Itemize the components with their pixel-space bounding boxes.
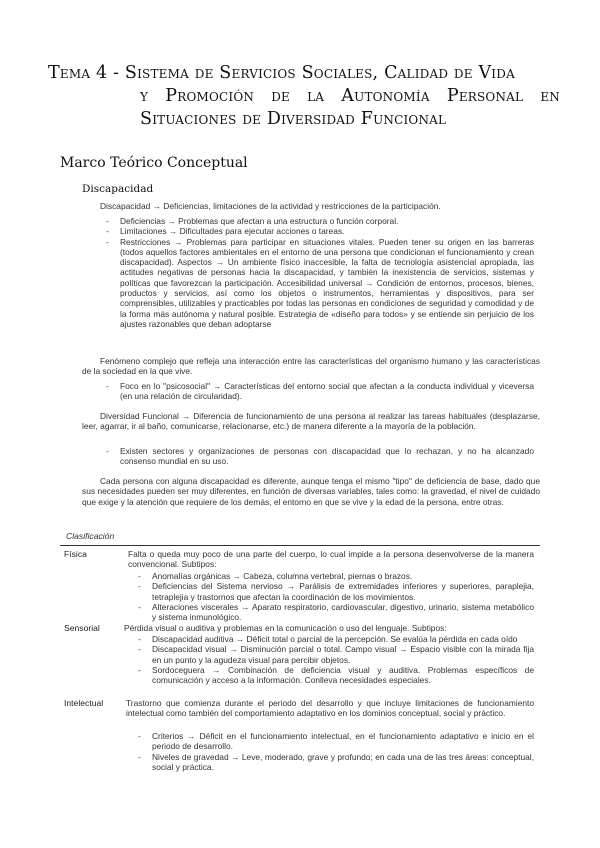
- classification-desc-intelectual: Trastorno que comienza durante el periodo del desarrollo y que incluye limitaciones de funcionamiento intelectual como también del comportamiento adaptativo en los dominios conceptual, social y práctico.: [126, 698, 534, 719]
- classification-items-intelectual: [138, 731, 534, 772]
- list-item: - Limitaciones → Dificultades para ejecutar acciones o tareas.: [106, 226, 534, 236]
- classification-label-intelectual: Intelectual: [64, 698, 104, 708]
- subsection-title: Discapacidad: [82, 183, 154, 195]
- classification-items-fisica: [138, 571, 534, 622]
- definition-text: Discapacidad → Deficiencias, limitaciones de la actividad y restricciones de la participación.: [100, 201, 441, 211]
- list-item: - Alteraciones viscerales → Aparato respiratorio, cardiovascular, digestivo, urinario, sistema metabólico y sistema inmunológico.: [138, 602, 534, 623]
- title-line-1: Tema 4 - Sistema de Servicios Sociales, Calidad de Vida: [48, 63, 515, 83]
- title-line-2: y Promoción de la Autonomía Personal en: [140, 86, 560, 106]
- title-line-3: Situaciones de Diversidad Funcional: [140, 109, 447, 129]
- list-item: - Criterios → Déficit en el funcionamiento intelectual, en el funcionamiento adaptativo e inicio en el periodo de desarrollo.: [138, 731, 534, 752]
- paragraph-3: Cada persona con alguna discapacidad es diferente, aunque tenga el mismo "tipo" de deficiencia de base, dado que sus necesidades pueden ser muy diferentes, en función de diversas variables, tales como: la gravedad, el nivel de cuidado que exige y la atención que requiere de los demás, el entorno en que se vive y la edad de la persona, entre otras.: [82, 476, 540, 507]
- classification-title: Clasificación: [66, 531, 115, 541]
- classification-label-sensorial: Sensorial: [64, 623, 100, 633]
- table-divider: [60, 545, 540, 546]
- paragraph-2-list: [106, 446, 534, 467]
- list-item: - Sordoceguera → Combinación de deficiencia visual y auditiva. Problemas específicos de comunicación y acceso a la información. Conlleva necesidades especiales.: [138, 665, 534, 686]
- section-title: Marco Teórico Conceptual: [60, 155, 248, 171]
- paragraph-1: Fenómeno complejo que refleja una interacción entre las características del organismo humano y las características de la sociedad en la que vive.: [82, 356, 540, 377]
- list-item: - Existen sectores y organizaciones de personas con discapacidad que lo rechazan, y no ha alcanzado consenso mundial en su uso.: [106, 446, 534, 467]
- list-item: - Niveles de gravedad → Leve, moderado, grave y profundo; en cada una de las tres áreas: conceptual, social y práctica.: [138, 752, 534, 773]
- list-item: - Foco en lo "psicosocial" → Características del entorno social que afectan a la conducta individual y viceversa (en una relación de circularidad).: [106, 381, 534, 402]
- page-title: [40, 62, 560, 131]
- list-item: - Anomalías orgánicas → Cabeza, columna vertebral, piernas o brazos.: [138, 571, 534, 581]
- list-item: - Deficiencias → Problemas que afectan a una estructura o función corporal.: [106, 216, 534, 226]
- list-item: - Discapacidad visual → Disminución parcial o total. Campo visual → Espacio visible con la mirada fija en un punto y la agudeza visual para percibir objetos.: [138, 644, 534, 665]
- classification-desc-sensorial: Pérdida visual o auditiva y problemas en la comunicación o uso del lenguaje. Subtipos:: [124, 623, 447, 633]
- classification-desc-fisica: Falta o queda muy poco de una parte del cuerpo, lo cual impide a la persona desenvolverse de la manera convencional. Subtipos:: [128, 549, 534, 570]
- paragraph-2: Diversidad Funcional → Diferencia de funcionamiento de una persona al realizar las tareas habituales (desplazarse, leer, agarrar, ir al baño, comunicarse, relacionarse, etc.) de manera diferente a la mayoría de la población.: [82, 411, 540, 432]
- classification-label-fisica: Física: [64, 549, 87, 559]
- list-item: - Discapacidad auditiva → Déficit total o parcial de la percepción. Se evalúa la pérdida en cada oído: [138, 634, 534, 644]
- paragraph-1-list: [106, 381, 534, 402]
- list-item: - Deficiencias del Sistema nervioso → Parálisis de extremidades inferiores y superiores, paraplejia, tetraplejia y trastornos que afectan la coordinación de los movimientos.: [138, 581, 534, 602]
- list-item: - Restricciones → Problemas para participar en situaciones vitales. Pueden tener su origen en las barreras (todos aquellos factores ambientales en el entorno de una persona que condicionan el funcionamiento y crean discapacidad). Aspectos → Un ambiente físico inaccesible, la falta de tecnología asistencial apropiada, las actitudes negativas de personas hacia la discapacidad, y también la inexistencia de servicios, sistemas y políticas que favorezcan la participación. Accesibilidad universal → Condición de entornos, procesos, bienes, productos y servicios, así como los objetos o instrumentos, herramientas y dispositivos, para ser comprensibles, utilizables y practicables por todas las personas en condiciones de seguridad y comodidad y de la forma más autónoma y natural posible. Estrategia de «diseño para todos» y se entiende sin perjuicio de los ajustes razonables que deban adoptarse: [106, 237, 534, 330]
- types-list: [106, 216, 534, 329]
- classification-items-sensorial: [138, 634, 534, 685]
